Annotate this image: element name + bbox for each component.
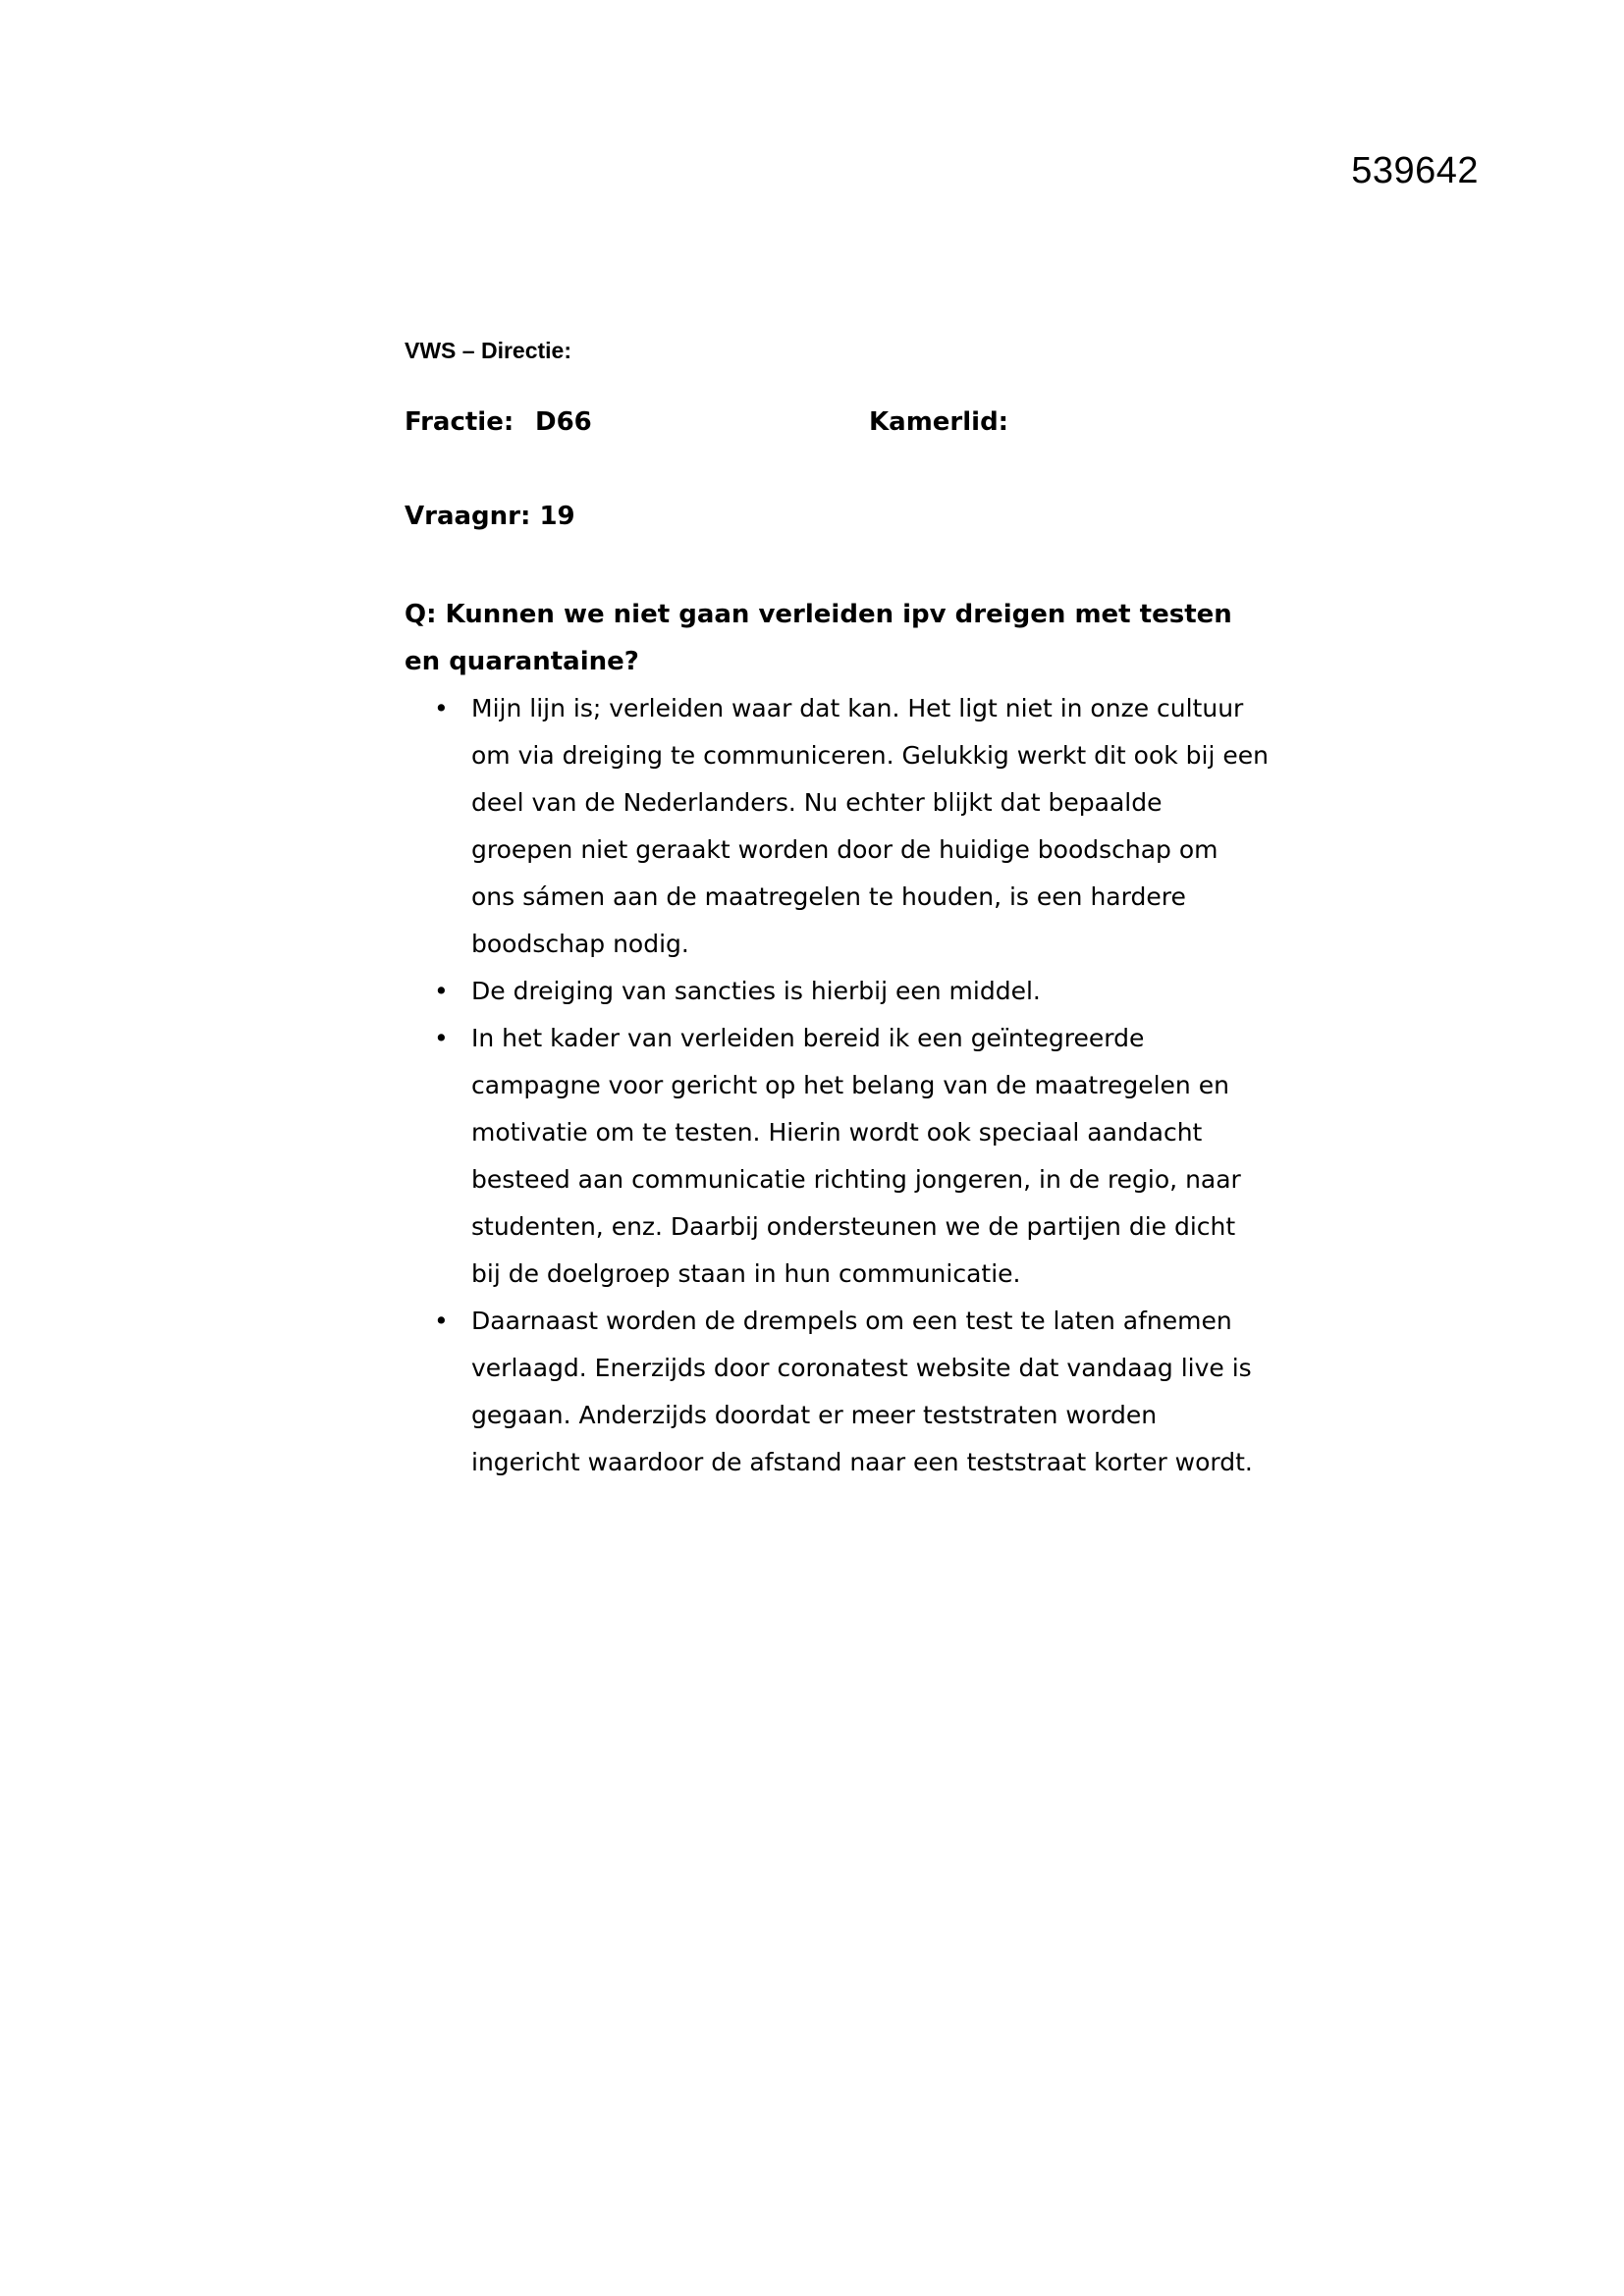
- vraagnr-label: Vraagnr:: [405, 502, 531, 531]
- vraagnr-value: 19: [539, 502, 575, 531]
- answer-text: Daarnaast worden de drempels om een test te laten afnemen verlaagd. Enerzijds door coronatest website dat vandaag live is gegaan. Anderzijds doordat er meer teststraten worden ingericht waardoor de afstand naar een teststraat korter wordt.: [471, 1307, 1253, 1476]
- vraagnr-row: [405, 499, 1269, 534]
- bullet-icon: •: [434, 694, 449, 722]
- bullet-icon: •: [434, 977, 449, 1005]
- list-item: [405, 1298, 1269, 1486]
- document-body: [405, 336, 1269, 1486]
- answer-text: Mijn lijn is; verleiden waar dat kan. Het ligt niet in onze cultuur om via dreiging te communiceren. Gelukkig werkt dit ook bij een deel van de Nederlanders. Nu echter blijkt dat bepaalde groepen niet geraakt worden door de huidige boodschap om ons sámen aan de maatregelen te houden, is een hardere boodschap nodig.: [471, 694, 1269, 958]
- question-text: Q: Kunnen we niet gaan verleiden ipv dreigen met testen en quarantaine?: [405, 600, 1232, 676]
- list-item: [405, 968, 1269, 1015]
- bullet-icon: •: [434, 1024, 449, 1052]
- list-item: [405, 685, 1269, 968]
- directie-label: VWS – Directie:: [405, 338, 571, 363]
- answer-list: [405, 685, 1269, 1486]
- kamerlid-label: Kamerlid:: [869, 407, 1009, 437]
- fractie-value: D66: [535, 407, 592, 437]
- answer-text: De dreiging van sancties is hierbij een middel.: [471, 977, 1041, 1005]
- meta-row: [405, 404, 1269, 440]
- list-item: [405, 1015, 1269, 1298]
- answer-text: In het kader van verleiden bereid ik een geïntegreerde campagne voor gericht op het belang van de maatregelen en motivatie om te testen. Hierin wordt ook speciaal aandacht besteed aan communicatie richting jongeren, in de regio, naar studenten, enz. Daarbij ondersteunen we de partijen die dicht bij de doelgroep staan in hun communicatie.: [471, 1024, 1241, 1288]
- document-number: 539642: [1351, 150, 1479, 191]
- bullet-icon: •: [434, 1307, 449, 1335]
- fractie-label: Fractie:: [405, 407, 514, 437]
